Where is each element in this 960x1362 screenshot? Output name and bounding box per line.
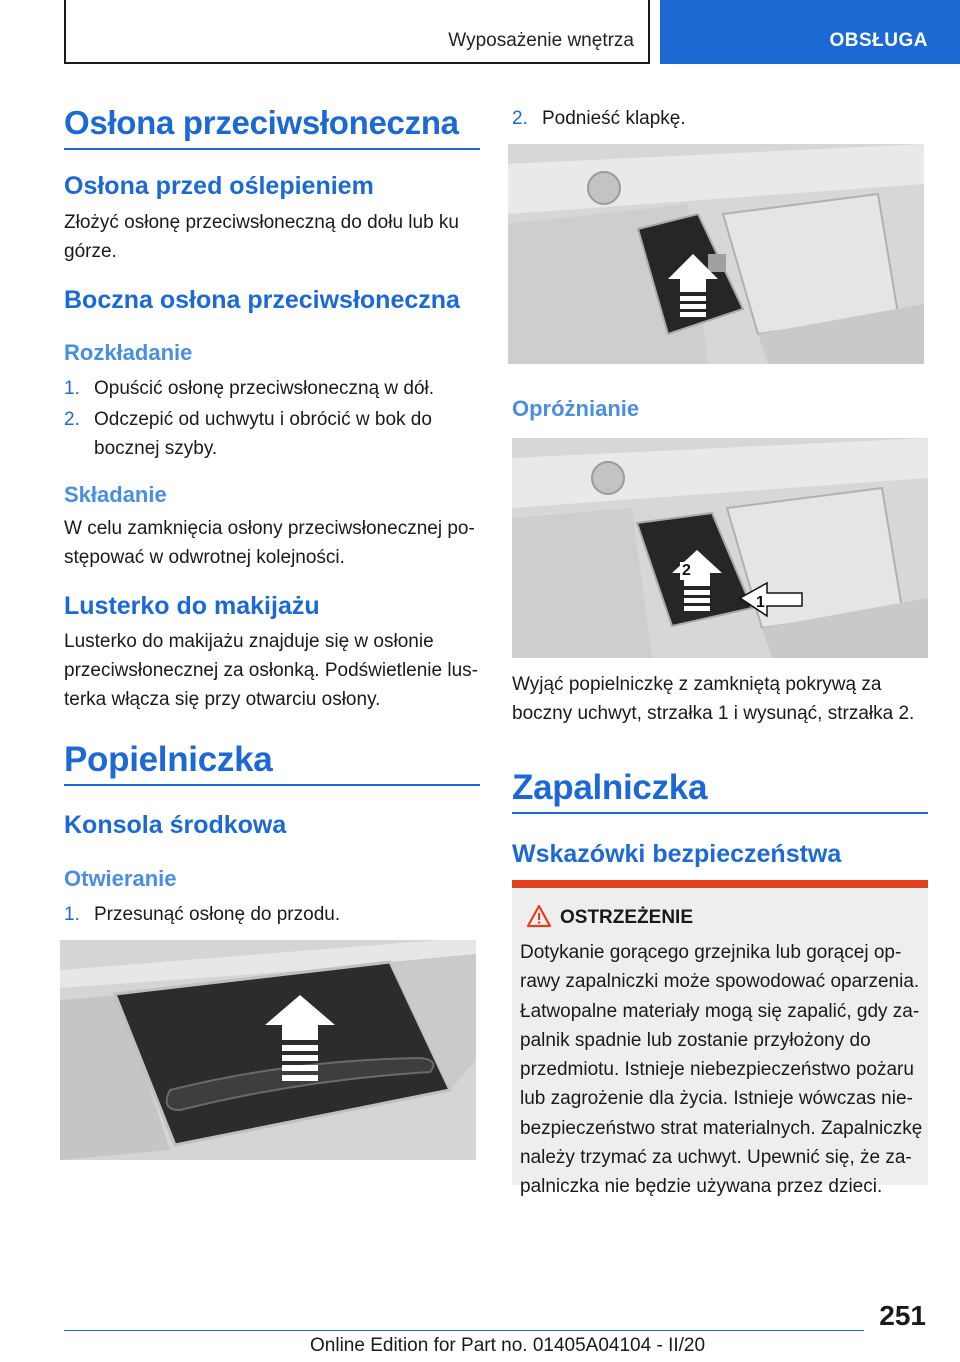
step-text: Przesunąć osłonę do przodu. [94, 904, 341, 925]
paragraph-line: Lusterko do makijażu znajduje się w osłonie [64, 631, 434, 652]
paragraph-line: stępować w odwrotnej kolejności. [64, 547, 345, 568]
paragraph-line: przeciwsłonecznej za osłonką. Podświetlenie lus- [64, 660, 478, 681]
header-chapter-label: OBSŁUGA [829, 30, 928, 51]
step-text: Odczepić od uchwytu i obrócić w bok do [94, 409, 432, 430]
step-number: 2. [64, 409, 80, 430]
footer-edition: Online Edition for Part no. 01405A04104 - II/20 [310, 1335, 706, 1356]
paragraph-line: W celu zamknięcia osłony przeciwsłonecznej po- [64, 518, 475, 539]
header-section-label: Wyposażenie wnętrza [448, 30, 634, 51]
warning-line: palniczka nie będzie używana przez dzieci. [520, 1176, 883, 1198]
heading-lusterko: Lusterko do makijażu [64, 592, 320, 620]
paragraph-line: górze. [64, 241, 117, 262]
step-number: 1. [64, 378, 80, 399]
ashtray-cover-photo [60, 940, 476, 1160]
warning-line: lub zagrożenie dla życia. Istnieje wówczas nie- [520, 1088, 913, 1110]
callout-1: 1 [756, 594, 765, 611]
heading-skladanie: Składanie [64, 482, 167, 507]
heading-konsola: Konsola środkowa [64, 811, 287, 839]
heading-oslona: Osłona przeciwsłoneczna [64, 104, 459, 141]
heading-boczna: Boczna osłona przeciwsłoneczna [64, 286, 460, 314]
heading-otwieranie: Otwieranie [64, 866, 177, 891]
heading-rozkladanie: Rozkładanie [64, 340, 193, 365]
heading-rule [64, 148, 480, 150]
heading-oproznianie: Opróżnianie [512, 396, 640, 421]
paragraph-line: Wyjąć popielniczkę z zamkniętą pokrywą za [512, 674, 882, 695]
step-item [64, 900, 480, 929]
page-number: 251 [879, 1300, 926, 1331]
ashtray-flap-photo [508, 144, 924, 364]
warning-line: przedmiotu. Istnieje niebezpieczeństwo pożaru [520, 1059, 914, 1081]
header-chapter-tab [660, 0, 960, 64]
footer-rule [64, 1330, 864, 1331]
step-text: bocznej szyby. [94, 438, 218, 459]
heading-rule [512, 812, 928, 814]
warning-line: bezpieczeństwo strat materialnych. Zapalniczkę [520, 1117, 923, 1139]
warning-box [512, 880, 928, 1198]
step-item [512, 104, 928, 133]
step-text: Podnieść klapkę. [542, 108, 686, 129]
warning-line: rawy zapalniczki może spowodować oparzenia. [520, 971, 920, 993]
step-text: Opuścić osłonę przeciwsłoneczną w dół. [94, 378, 435, 399]
heading-wskazowki: Wskazówki bezpieczeństwa [512, 840, 842, 868]
callout-2: 2 [682, 562, 691, 579]
warning-text [520, 938, 924, 1202]
ashtray-empty-photo [512, 438, 928, 658]
step-number: 2. [512, 108, 528, 129]
step-item [64, 405, 480, 463]
ashtray-empty-illustration [512, 438, 928, 658]
warning-title: OSTRZEŻENIE [560, 907, 694, 928]
heading-popielniczka: Popielniczka [64, 740, 273, 779]
heading-przed: Osłona przed oślepieniem [64, 172, 374, 200]
warning-line: należy trzymać za uchwyt. Upewnić się, że za- [520, 1147, 912, 1169]
header-section-tab [64, 0, 650, 64]
step-item [64, 374, 480, 403]
paragraph-line: boczny uchwyt, strzałka 1 i wysunąć, strzałka 2. [512, 703, 915, 724]
warning-bar [512, 880, 928, 888]
heading-zapalniczka: Zapalniczka [512, 768, 708, 807]
warning-line: Dotykanie gorącego grzejnika lub gorącej op- [520, 942, 902, 963]
heading-rule [64, 784, 480, 786]
warning-triangle-icon [526, 904, 552, 928]
ashtray-flap-illustration [508, 144, 924, 364]
paragraph-line: terka włącza się przy otwarciu osłony. [64, 689, 381, 710]
warning-line: Łatwopalne materiały mogą się zapalić, gdy za- [520, 1000, 920, 1022]
step-number: 1. [64, 904, 80, 925]
paragraph-line: Złożyć osłonę przeciwsłoneczną do dołu lub ku [64, 212, 459, 233]
ashtray-cover-illustration [60, 940, 476, 1160]
warning-line: palnik spadnie lub zostanie przyłożony do [520, 1029, 871, 1051]
